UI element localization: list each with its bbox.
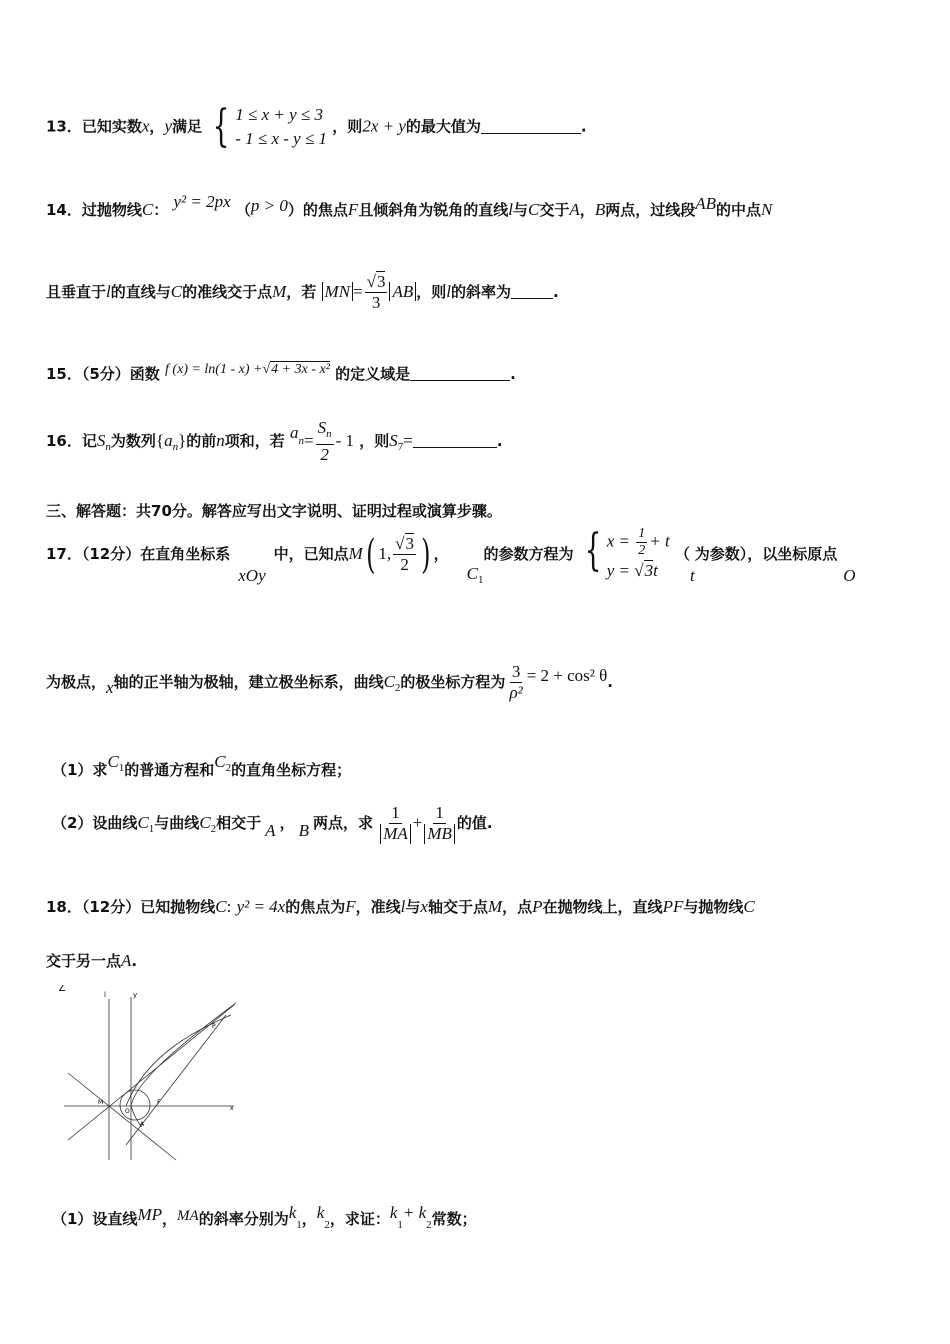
question-17-part-2: （2）设曲线$C_1$与曲线$C_2$相交于 A ， B 两点，求 $\frac{1}{MA}$ + $\frac{1}{MB}$ 的值. bbox=[52, 803, 493, 843]
answer-blank bbox=[481, 119, 581, 134]
constraint-system: { 1 ≤ x + y ≤ 3 - 1 ≤ x - y ≤ 1 bbox=[212, 101, 328, 152]
parametric-system: { x = $\frac{1}{2}$ + t y = √3t bbox=[584, 525, 670, 580]
question-17: 17．（12分）在直角坐标系xOy中，已知点M( 1, $\frac{√3}{2}$ ) ，$C_1$的参数方程为 { x = $\frac{1}{2}$ + t y = √3t （t为参数），以坐标原点O bbox=[46, 525, 856, 586]
label-y: y bbox=[133, 991, 138, 999]
label-o: O bbox=[125, 1108, 130, 1115]
label-p: P bbox=[212, 1023, 216, 1030]
answer-blank bbox=[413, 433, 497, 448]
label-x: x bbox=[230, 1105, 234, 1112]
answer-blank bbox=[410, 366, 510, 381]
label-m: M bbox=[98, 1099, 104, 1106]
answer-blank bbox=[511, 284, 553, 299]
label-a: A bbox=[140, 1121, 145, 1128]
label-l: l bbox=[104, 991, 106, 999]
question-18: 18．（12分）已知抛物线C: y² = 4x的焦点为F，准线l与x轴交于点M，点P在抛物线上，直线PF与抛物线C bbox=[46, 897, 755, 916]
parabola-figure bbox=[56, 985, 246, 1165]
question-15: 15．（5分）函数 f (x) = ln(1 - x) +√4 + 3x - x² 的定义域是 . bbox=[46, 362, 516, 383]
parabola-upper bbox=[131, 1003, 236, 1106]
question-16: 16．记$S_n$为数列$\{a_n\}$的前n项和，若 an= $\frac{S_n}{2}$ - 1 ，则$S_7=$ . bbox=[46, 418, 503, 464]
sqrt3-over-2: $\frac{√3}{2}$ bbox=[395, 534, 415, 574]
one-over-mb: $\frac{1}{MB}$ bbox=[424, 803, 455, 844]
question-17-line-2: 为极点，x轴的正半轴为极轴，建立极坐标系，曲线$C_2$的极坐标方程为 $\frac{3}{\text{ρ²}}$ = 2 + cos² θ. bbox=[46, 662, 613, 702]
question-14-line-2: 且垂直于l的直线与C的准线交于点M，若 MN = $\frac{√3}{3}$ AB ，则l的斜率为 . bbox=[46, 272, 559, 312]
question-17-part-1: （1）求$C^1$的普通方程和$C^2$的直角坐标方程； bbox=[52, 752, 352, 779]
question-18-line-2: 交于另一点A. bbox=[46, 951, 138, 970]
question-18-part-1: （1）设直线MP，MA的斜率分别为$k_1$，$k_2$，求证：$k_1+ k_2$常数； bbox=[52, 1203, 477, 1231]
question-13: 13．已知实数x，y满足 { 1 ≤ x + y ≤ 3 - 1 ≤ x - y ≤ 1 ，则2x + y的最大值为 . bbox=[46, 101, 587, 152]
figure-mark: ∠ bbox=[58, 985, 67, 994]
label-f: F bbox=[157, 1099, 161, 1106]
three-over-rho-sq: $\frac{3}{\text{ρ²}}$ bbox=[509, 662, 523, 702]
section-3-heading: 三、解答题：共70分。解答应写出文字说明、证明过程或演算步骤。 bbox=[46, 502, 502, 520]
line-ma bbox=[68, 1073, 176, 1160]
question-14: 14．过抛物线C： y² = 2px （p > 0）的焦点F且倾斜角为锐角的直线l与C交于A，B两点，过线段AB的中点N bbox=[46, 192, 773, 219]
one-over-ma: $\frac{1}{MA}$ bbox=[380, 803, 411, 844]
sn-over-2: $\frac{S_n}{2}$ bbox=[317, 418, 332, 464]
sqrt3-over-3: $\frac{√3}{3}$ bbox=[366, 272, 386, 312]
